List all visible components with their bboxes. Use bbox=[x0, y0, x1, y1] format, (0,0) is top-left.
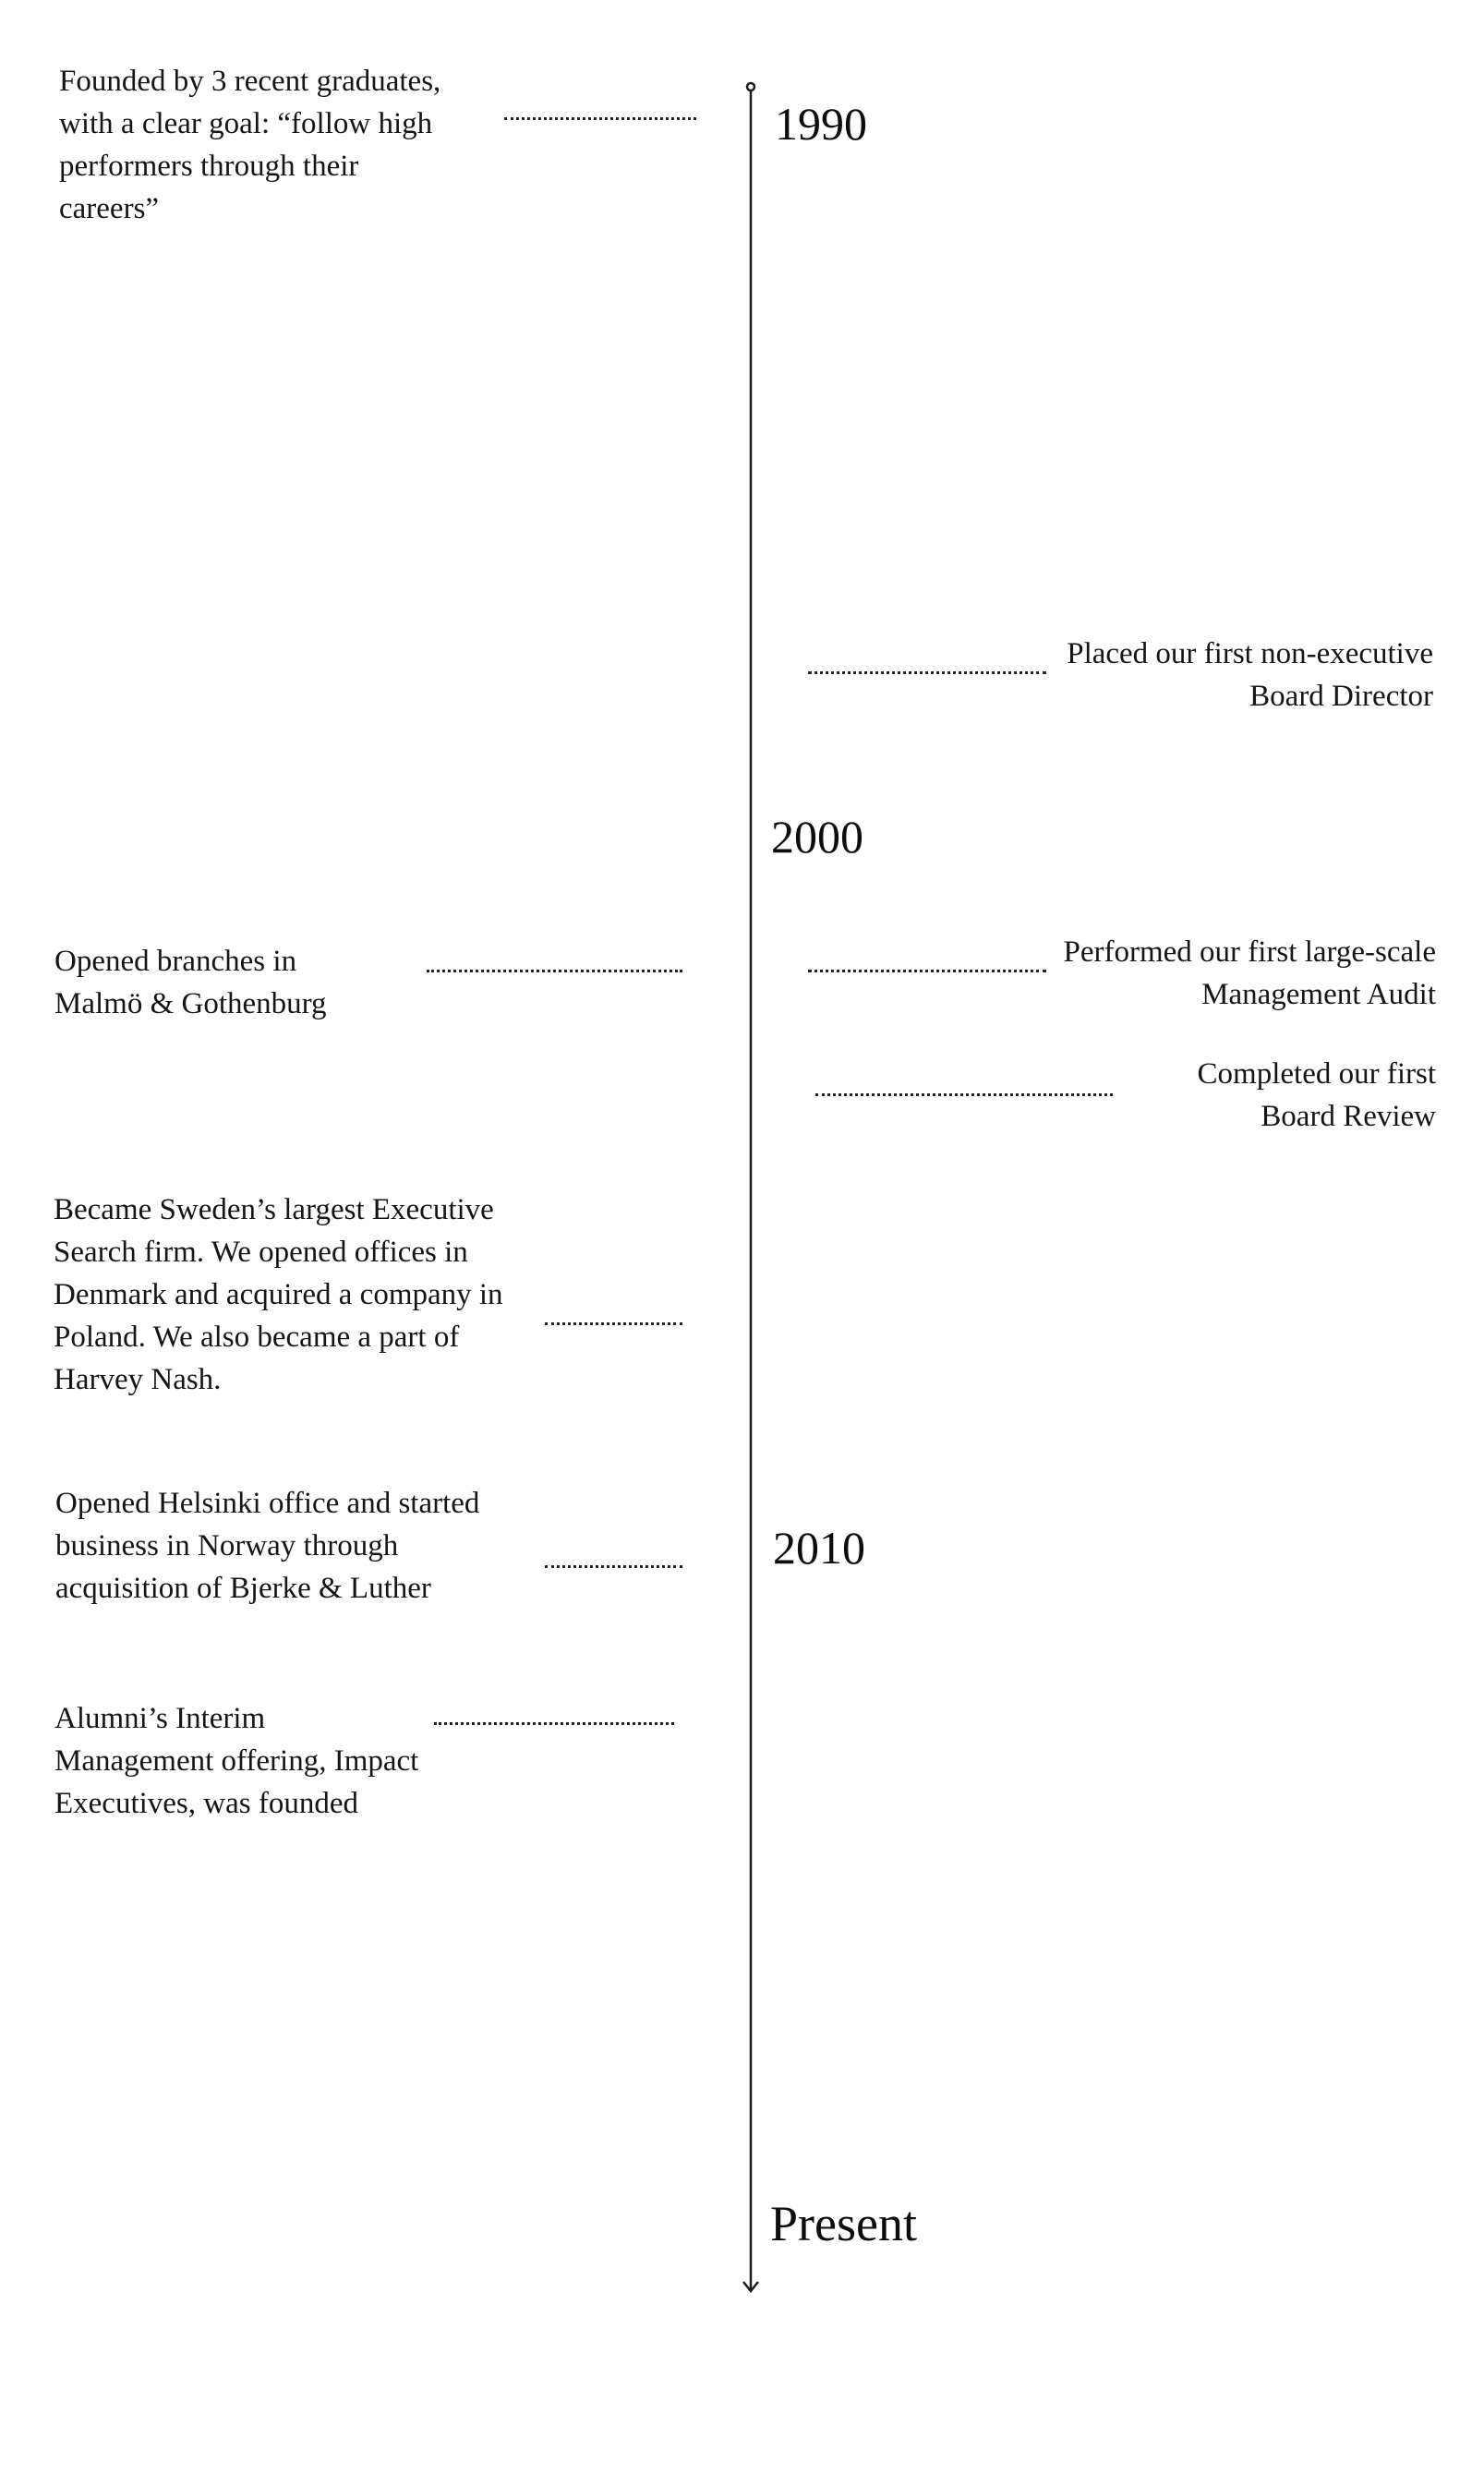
event-founded-connector bbox=[504, 117, 696, 120]
event-largest-firm: Became Sweden’s largest Executive Search firm. We opened offices in Denmark and acquired a company in Poland. We also became a part of Harvey Nash. bbox=[54, 1193, 503, 1396]
event-branches: Opened branches in Malmö & Gothenburg bbox=[54, 945, 327, 1020]
year-label-1990: 1990 bbox=[775, 98, 867, 150]
year-label-2010: 2010 bbox=[773, 1522, 865, 1574]
event-impact-executives: Alumni’s Interim Management offering, Impact Executives, was founded bbox=[54, 1702, 419, 1820]
event-helsinki: Opened Helsinki office and started business in Norway through acquisition of Bjerke & Luther bbox=[55, 1487, 480, 1605]
event-board-director: Placed our first non-executive Board Director bbox=[1067, 637, 1433, 713]
timeline-start-marker bbox=[747, 83, 754, 90]
event-management-audit: Performed our first large-scale Management Audit bbox=[1063, 935, 1436, 1011]
event-helsinki-connector bbox=[545, 1565, 682, 1568]
event-branches-connector bbox=[427, 970, 682, 972]
event-founded: Founded by 3 recent graduates, with a clear goal: “follow high performers through their careers” bbox=[59, 65, 441, 225]
year-label-present: Present bbox=[770, 2196, 917, 2251]
event-largest-firm-connector bbox=[545, 1322, 682, 1325]
event-board-review: Completed our first Board Review bbox=[1197, 1057, 1436, 1133]
event-impact-executives-connector bbox=[434, 1722, 674, 1725]
event-board-director-connector bbox=[808, 671, 1046, 674]
event-management-audit-connector bbox=[808, 970, 1046, 972]
event-board-review-connector bbox=[815, 1093, 1113, 1096]
year-label-2000: 2000 bbox=[771, 811, 863, 863]
